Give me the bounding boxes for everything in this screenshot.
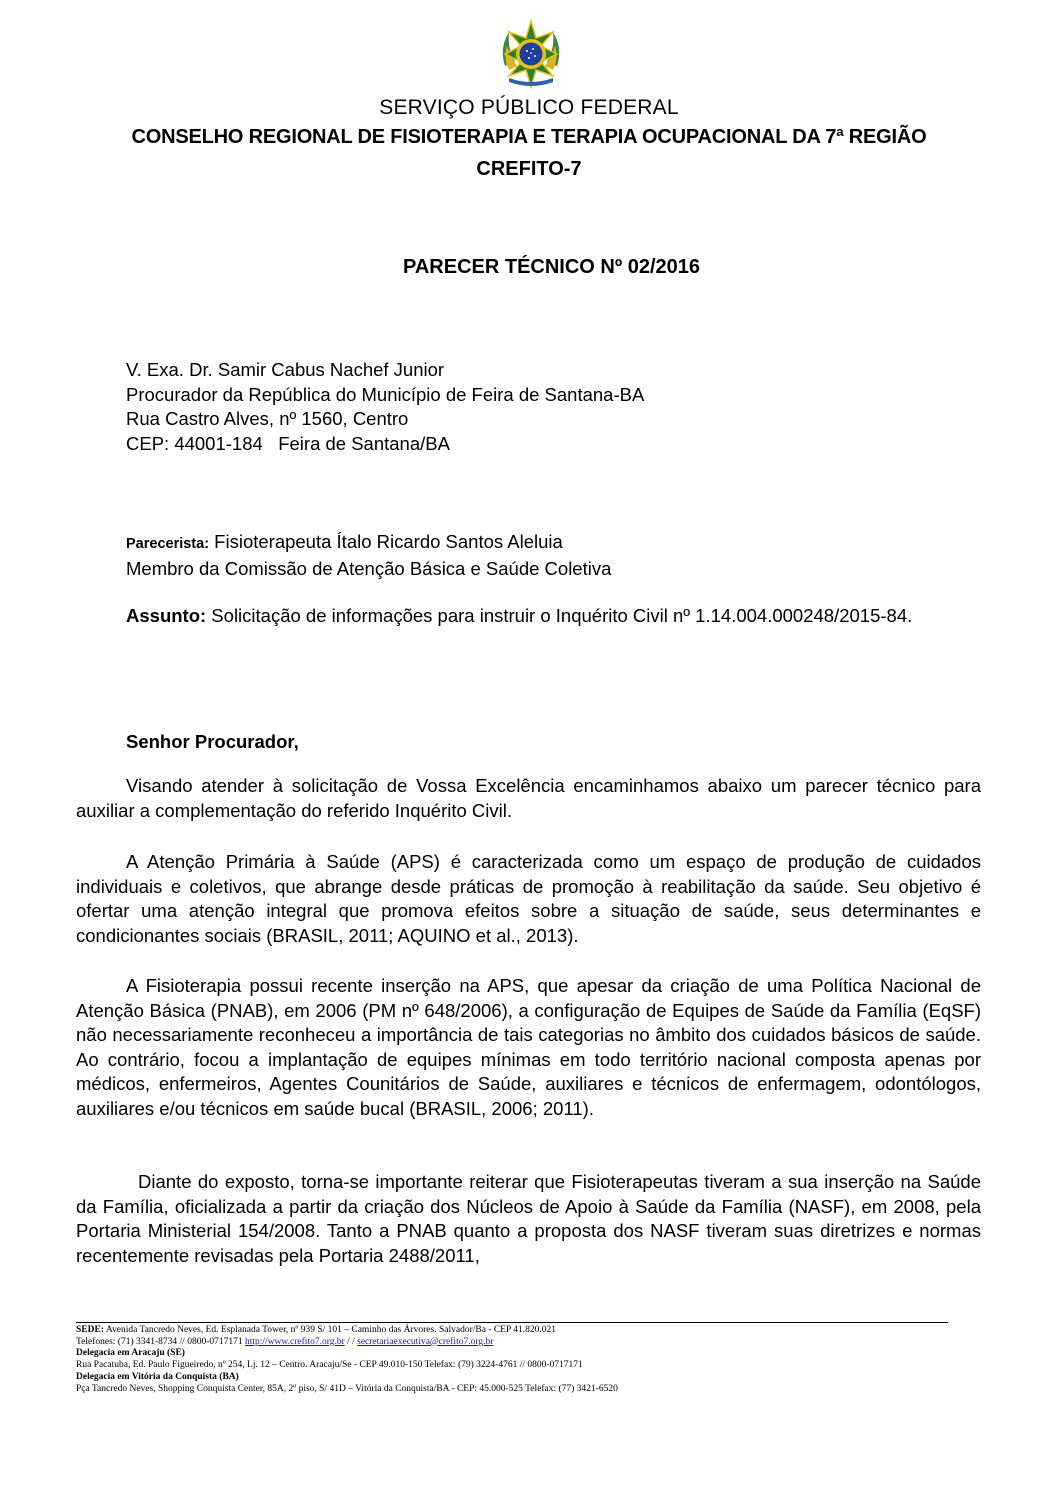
parecerista-label: Parecerista: <box>126 536 210 552</box>
footer-aracaju-label: Delegacia em Aracaju (SE) <box>76 1348 185 1359</box>
footer <box>76 1325 976 1395</box>
header-acronym: CREFITO-7 <box>476 158 582 180</box>
footer-divider <box>76 1322 948 1323</box>
subject-paragraph <box>76 604 981 629</box>
body-paragraph: Diante do exposto, torna-se importante reiterar que Fisioterapeutas tiveram a sua inserção na Saúde da Família, oficializada a partir da criação dos Núcleos de Apoio à Saúde da Família (NASF), em 2008, pela Portaria Ministerial 154/2008. Tanto a PNAB quanto a proposta dos NASF tiveram suas diretrizes e normas recentemente revisadas pela Portaria 2488/2011, <box>76 1171 981 1266</box>
body-paragraph: Visando atender à solicitação de Vossa Excelência encaminhamos abaixo um parecer técnico para auxiliar a complementação do referido Inquérito Civil. <box>76 775 981 821</box>
addressee-line: Rua Castro Alves, nº 1560, Centro <box>126 408 409 429</box>
addressee-line: Procurador da República do Município de Feira de Santana-BA <box>126 383 645 405</box>
addressee-block <box>126 358 926 456</box>
footer-vdc-label: Delegacia em Vitória da Conquista (BA) <box>76 1371 239 1382</box>
footer-sede-address: Avenida Tancredo Neves, Ed. Esplanada Tower, nº 939 S/ 101 – Caminho das Árvores. Salvador/Ba - CEP 41.820.021 <box>103 1325 557 1335</box>
header-service: SERVIÇO PÚBLICO FEDERAL <box>379 96 679 119</box>
body-paragraph: A Fisioterapia possui recente inserção na APS, que apesar da criação de uma Política Nacional de Atenção Básica (PNAB), em 2006 (PM nº 648/2006), a configuração de Equipes de Saúde da Família (EqSF) não necessariamente reconheceu a importância de tais categorias no âmbito dos cuidados básicos de saúde. Ao contrário, focou a implantação de equipes mínimas em todo território nacional composta apenas por médicos, enfermeiros, Agentes Counitários de Saúde, auxiliares e técnicos de enfermagem, odontólogos, auxiliares e/ou técnicos em saúde bucal (BRASIL, 2006; 2011). <box>76 975 981 1119</box>
footer-separator: / / <box>344 1336 358 1347</box>
footer-email-link[interactable]: secretariaexecutiva@crefito7.org.br <box>357 1336 494 1347</box>
footer-website-link[interactable]: http://www.crefito7.org.br <box>245 1336 345 1347</box>
body-paragraph: A Atenção Primária à Saúde (APS) é caracterizada como um espaço de produção de cuidados individuais e coletivos, que abrange desde práticas de promoção à reabilitação da saúde. Seu objetivo é ofertar uma atenção integral que promova efeitos sobre a situação de saúde, seus determinantes e condicionantes sociais (BRASIL, 2011; AQUINO et al., 2013). <box>76 851 981 946</box>
parecerista-name: Fisioterapeuta Ítalo Ricardo Santos Aleluia <box>209 531 563 552</box>
footer-phones: Telefones: (71) 3341-8734 // 0800-0717171 <box>76 1336 245 1347</box>
header-council: CONSELHO REGIONAL DE FISIOTERAPIA E TERAPIA OCUPACIONAL DA 7ª REGIÃO <box>131 126 927 148</box>
addressee-line: V. Exa. Dr. Samir Cabus Nachef Junior <box>126 359 445 380</box>
document-title: PARECER TÉCNICO Nº 02/2016 <box>402 256 701 278</box>
salutation: Senhor Procurador, <box>126 731 299 752</box>
footer-sede-label: SEDE: <box>76 1325 104 1335</box>
brazil-coat-of-arms-icon <box>495 18 567 90</box>
footer-aracaju-address: Rua Pacatuba, Ed. Paulo Figueiredo, nº 254, Lj. 12 – Centro. Aracaju/Se - CEP 49.010-150 Telefax: (79) 3224-4761 // 0800-0717171 <box>76 1360 583 1371</box>
subject-label: Assunto: <box>126 605 207 626</box>
addressee-line: CEP: 44001-184 Feira de Santana/BA <box>126 432 450 454</box>
footer-vdc-address: Pça Tancredo Neves, Shopping Conquista Center, 85A, 2º piso, S/ 41D – Vitória da Conquista/BA - CEP: 45.000-525 Telefax: (77) 3421-6520 <box>76 1383 618 1394</box>
parecerista-block <box>126 530 976 581</box>
subject-text: Solicitação de informações para instruir o Inquérito Civil nº 1.14.004.000248/2015-84. <box>206 605 913 626</box>
parecerista-role: Membro da Comissão de Atenção Básica e Saúde Coletiva <box>126 557 612 579</box>
